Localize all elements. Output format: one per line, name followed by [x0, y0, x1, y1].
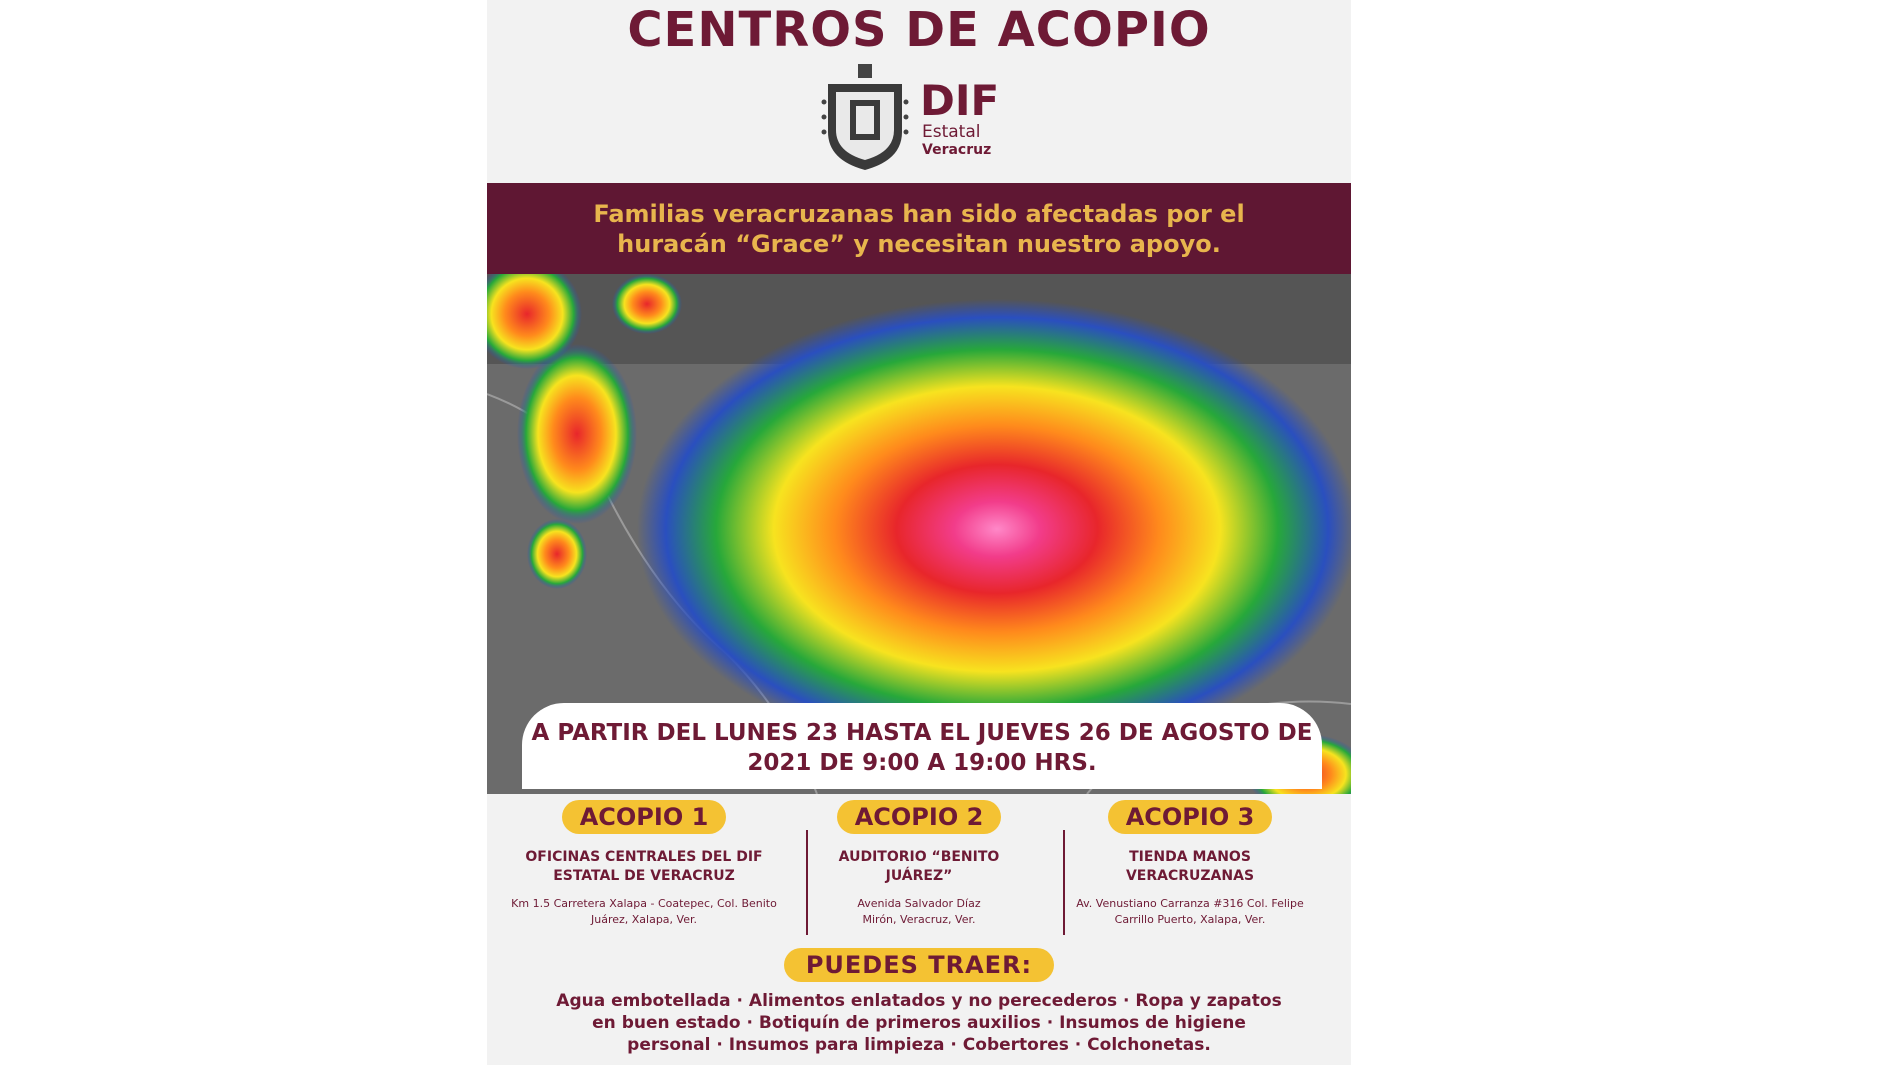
center-1-label: ACOPIO 1	[562, 800, 727, 834]
bring-items: Agua embotellada · Alimentos enlatados y no perecederos · Ropa y zapatos en buen estado · Botiquín de primeros auxilios · Insumos de higiene personal · Insumos para limpieza · Cobertores · Colchonetas.	[556, 991, 1282, 1055]
bring-section	[487, 948, 1351, 982]
center-3-name: TIENDA MANOS VERACRUZANAS	[1125, 849, 1255, 884]
poster-title: CENTROS DE ACOPIO	[627, 2, 1211, 58]
center-3-label: ACOPIO 3	[1108, 800, 1273, 834]
center-1-name: OFICINAS CENTRALES DEL DIF ESTATAL DE VERACRUZ	[525, 849, 763, 884]
dif-logo	[820, 62, 1020, 172]
poster	[487, 0, 1351, 1065]
center-2-label: ACOPIO 2	[837, 800, 1002, 834]
logo-veracruz-text: Veracruz	[922, 142, 992, 158]
logo-dif-text: DIF	[920, 76, 1000, 125]
veracruz-coat-of-arms-icon	[820, 62, 910, 172]
center-3	[1055, 800, 1325, 928]
center-2-address: Avenida Salvador Díaz Mirón, Veracruz, Ver.	[857, 897, 981, 926]
center-2-name: AUDITORIO “BENITO JUÁREZ”	[838, 849, 1000, 884]
schedule-box	[522, 703, 1322, 789]
appeal-text: Familias veracruzanas han sido afectadas por el huracán “Grace” y necesitan nuestro apoyo.	[593, 199, 1245, 258]
collection-centers	[487, 800, 1351, 950]
appeal-banner	[487, 183, 1351, 274]
center-3-address: Av. Venustiano Carranza #316 Col. Felipe Carrillo Puerto, Xalapa, Ver.	[1076, 897, 1304, 926]
center-2	[784, 800, 1054, 928]
center-1-address: Km 1.5 Carretera Xalapa - Coatepec, Col. Benito Juárez, Xalapa, Ver.	[511, 897, 777, 926]
center-1	[509, 800, 779, 928]
bring-label: PUEDES TRAER:	[784, 948, 1054, 982]
schedule-text: A PARTIR DEL LUNES 23 HASTA EL JUEVES 26 DE AGOSTO DE 2021 DE 9:00 A 19:00 HRS.	[531, 720, 1313, 776]
logo-estatal-text: Estatal	[922, 122, 981, 142]
